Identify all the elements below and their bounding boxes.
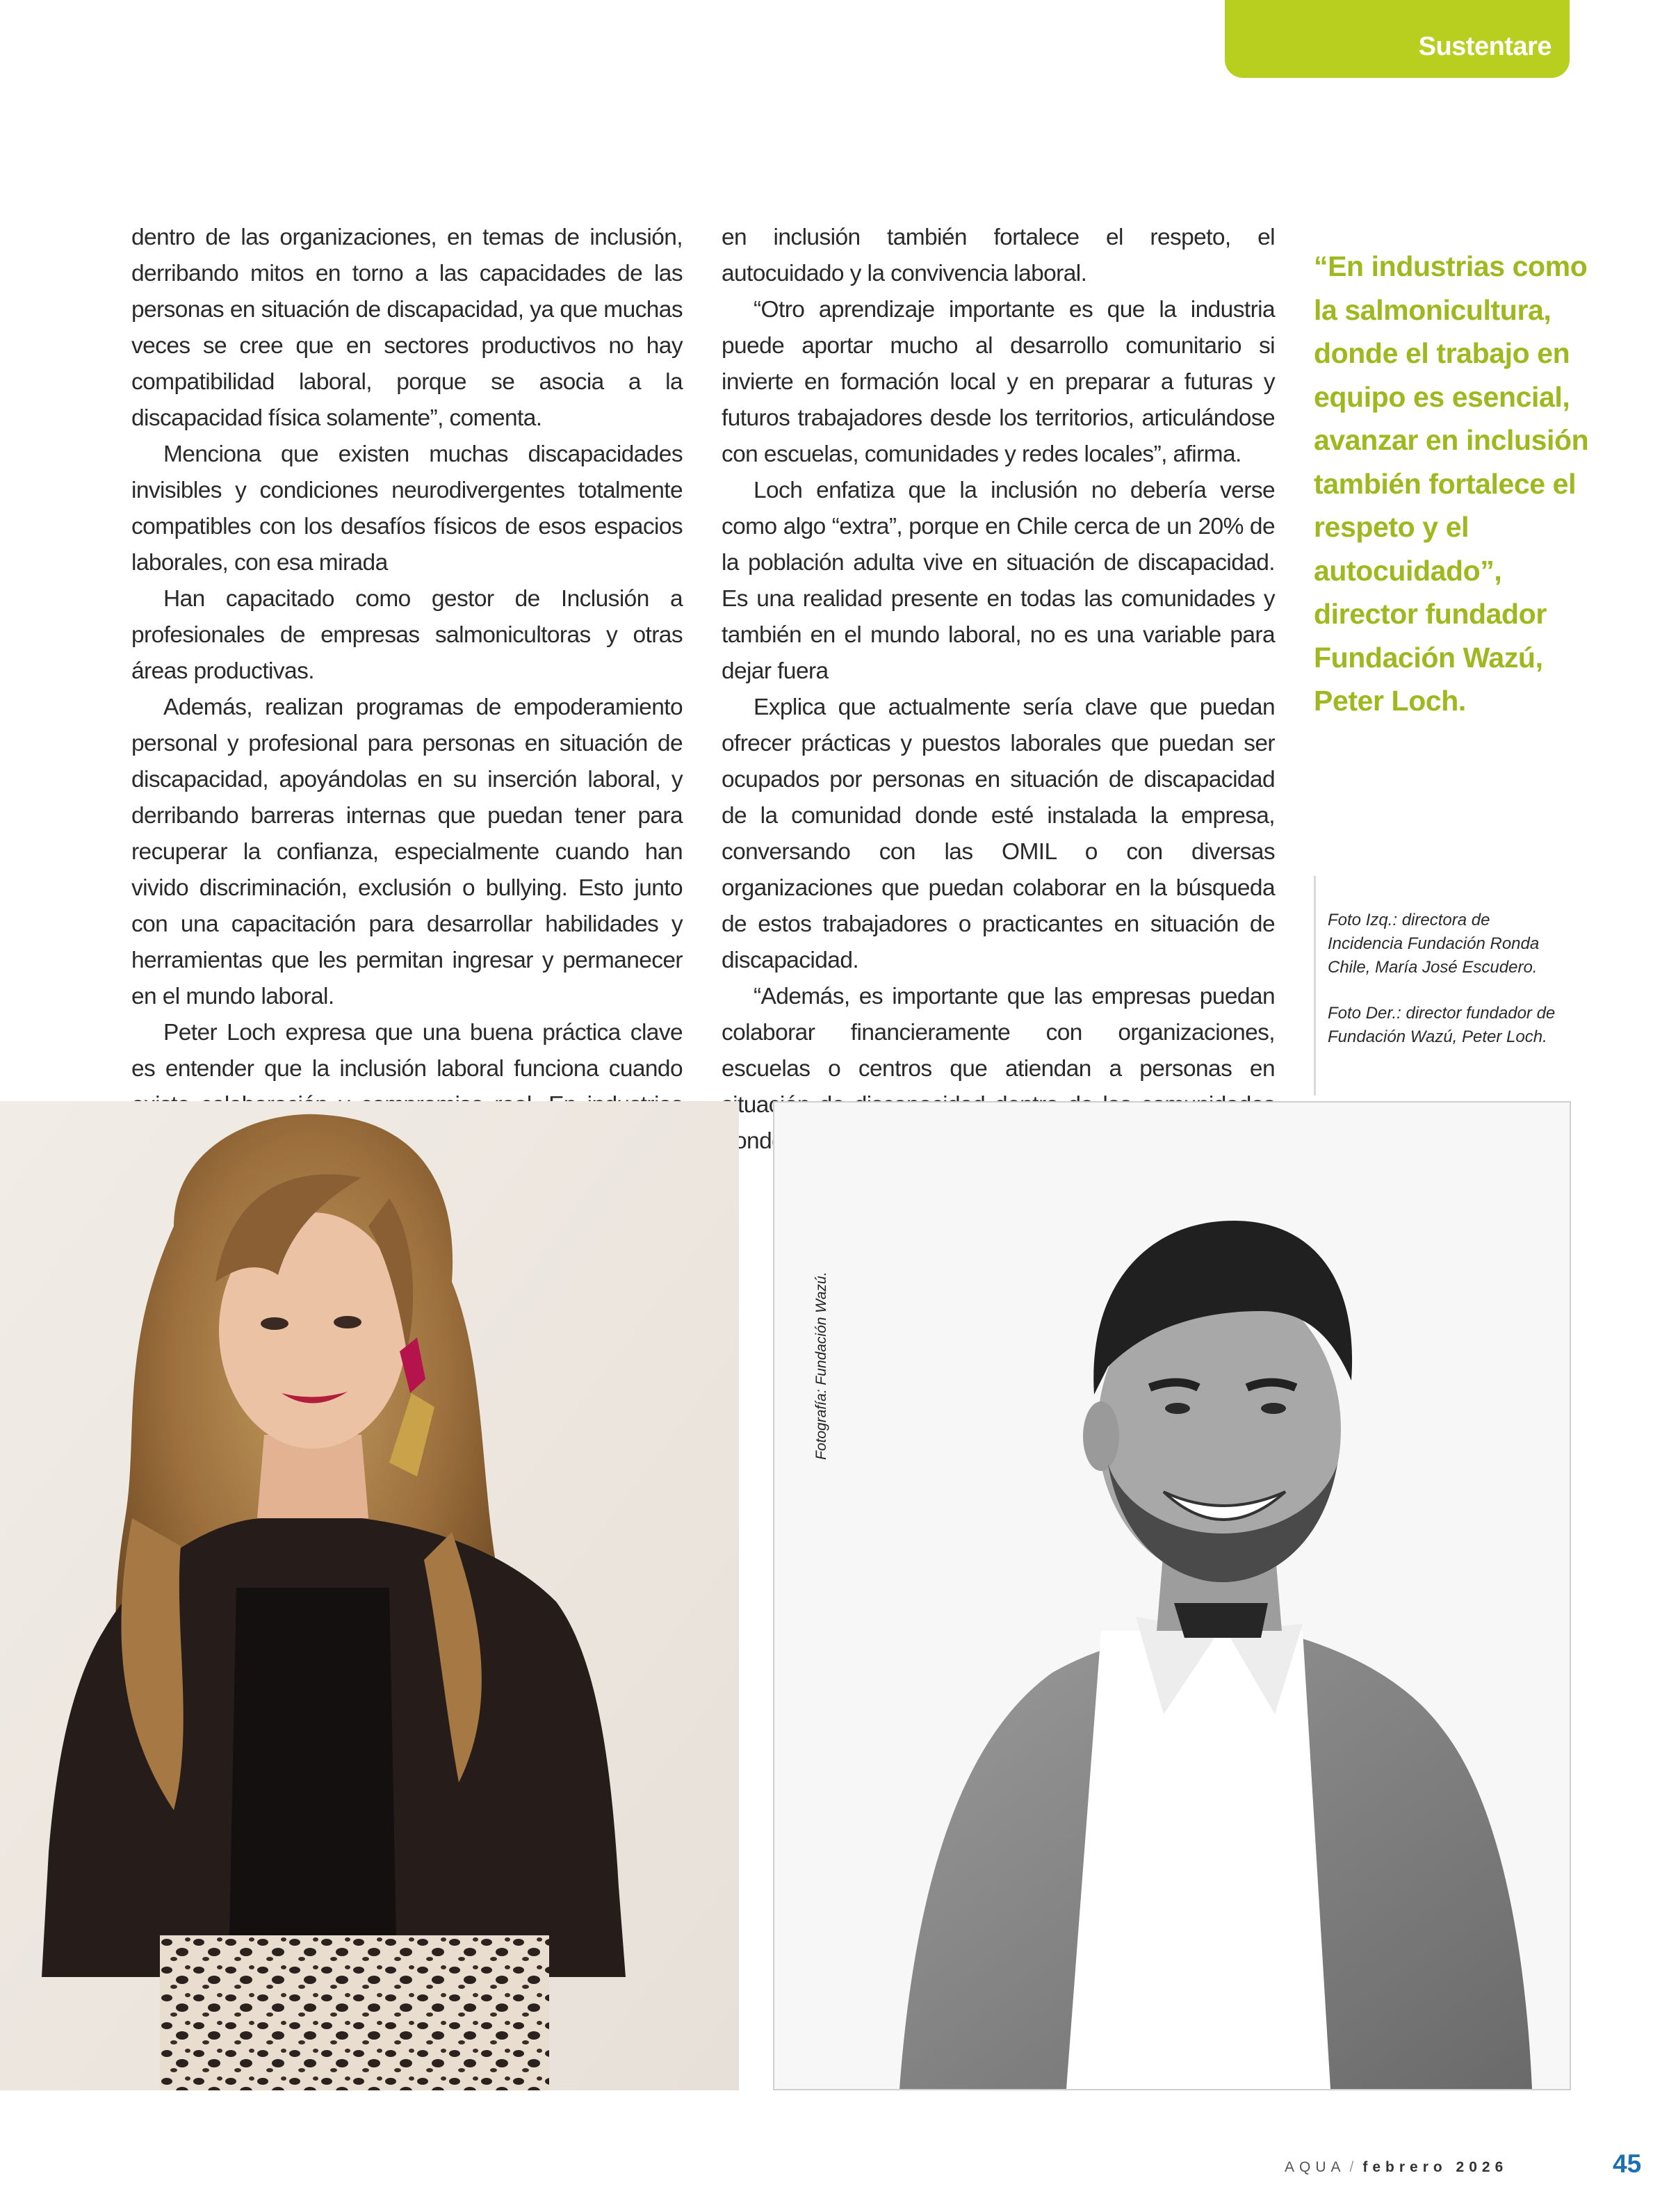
caption-divider (1314, 876, 1316, 1096)
footer-issue-info (1285, 2159, 1508, 2176)
photo-credit: Fotografía: Fundación Wazú. (813, 1271, 829, 1460)
photo-captions (1328, 909, 1557, 1071)
magazine-name: AQUA (1285, 2159, 1346, 2175)
portrait-photo-left (0, 1101, 739, 2090)
section-label: Sustentare (1418, 32, 1552, 61)
article-column-1 (131, 220, 683, 1196)
paragraph: Además, realizan programas de empoderamiento personal y profesional para personas en situación de discapacidad, apoyándolas en su inserción laboral, y derribando barreras internas que puedan tener para recuperar la confianza, especialmente cuando han vivido discriminación, exclusión o bullying. Esto junto con una capacitación para desarrollar habilidades y herramientas que les permitan ingresar y permanecer en el mundo laboral. (131, 694, 683, 1009)
paragraph: Han capacitado como gestor de Inclusión a profesionales de empresas salmonicultoras y otras áreas productivas. (131, 586, 683, 684)
page-number: 45 (1613, 2149, 1642, 2178)
pull-quote: “En industrias como la salmonicultura, donde el trabajo en equipo es esencial, avanzar en inclusión también fortalece el respeto y el autocuidado”, director fundador Fundación Wazú, Peter Loch. (1314, 250, 1589, 717)
paragraph: dentro de las organizaciones, en temas de inclusión, derribando mitos en torno a las capacidades de las personas en situación de discapacidad, ya que muchas veces se cree que en sectores productivos no hay compatibilidad laboral, porque se asocia a la discapacidad física solamente”, comenta. (131, 225, 683, 431)
paragraph: Explica que actualmente sería clave que puedan ofrecer prácticas y puestos laborales que puedan ser ocupados por personas en situación de discapacidad de la comunidad donde esté instalada la empresa, conversando con las OMIL o con diversas organizaciones que puedan colaborar en la búsqueda de estos trabajadores o practicantes en situación de discapacidad. (722, 694, 1275, 973)
paragraph: en inclusión también fortalece el respeto, el autocuidado y la convivencia laboral. (722, 225, 1275, 286)
issue-date: febrero 2026 (1362, 2159, 1508, 2175)
portrait-photo-right (773, 1101, 1571, 2090)
paragraph: Loch enfatiza que la inclusión no debería verse como algo “extra”, porque en Chile cerca de un 20% de la población adulta vive en situación de discapacidad. Es una realidad presente en todas las comunidades y también en el mundo laboral, no es una variable para dejar fuera (722, 478, 1275, 684)
caption-left-photo: Foto Izq.: directora de Incidencia Fundación Ronda Chile, María José Escudero. (1328, 911, 1540, 977)
footer-separator: / (1349, 2159, 1359, 2175)
caption-right-photo: Foto Der.: director fundador de Fundación Wazú, Peter Loch. (1328, 1004, 1556, 1046)
section-tab (1225, 0, 1570, 78)
paragraph-text: “Además, es importante que las empresas puedan colaborar financieramente con organizaciones, escuelas o centros que atiendan a personas en situación donde (722, 984, 1275, 1154)
article-column-2 (722, 220, 1275, 1160)
paragraph: Menciona que existen muchas discapacidades invisibles y condiciones neurodivergentes totalmente compatibles con los desafíos físicos de esos espacios laborales, con esa mirada (131, 441, 683, 576)
paragraph: Peter Loch expresa que una buena práctica clave es entender que la inclusión laboral funciona cuando (131, 1020, 683, 1082)
paragraph: “Otro aprendizaje importante es que la industria puede aportar mucho al desarrollo comunitario si invierte en formación local y en preparar a futuras y futuros trabajadores desde los territorios, articulándose con escuelas, comunidades y redes locales”, afirma. (722, 297, 1275, 467)
